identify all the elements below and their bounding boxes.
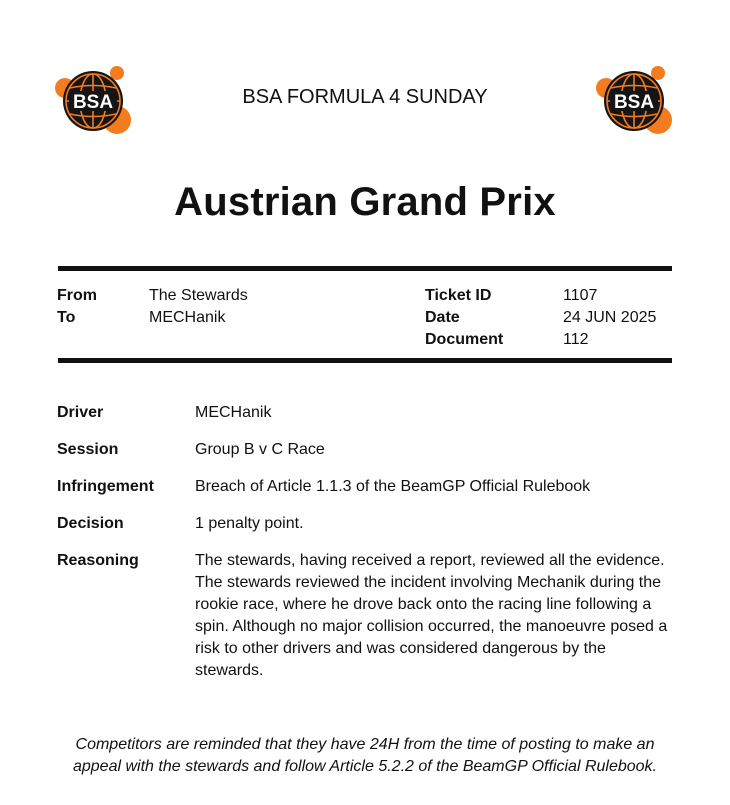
infringement-value: Breach of Article 1.1.3 of the BeamGP Official Rulebook [195,478,591,495]
detail-row-session [57,439,677,461]
divider-bottom [58,358,672,363]
from-value: The Stewards [149,287,248,304]
ticket-label: Ticket ID [425,287,492,304]
date-label: Date [425,309,460,326]
meta-row-from [57,285,248,307]
meta-row-date [425,307,656,329]
meta-row-to [57,307,248,329]
logo-text: BSA [613,92,655,113]
to-value: MECHanik [149,309,226,326]
document-value: 112 [563,331,589,348]
decision-label: Decision [57,515,124,532]
meta-right [425,285,656,351]
date-value: 24 JUN 2025 [563,309,657,326]
session-value: Group B v C Race [195,441,325,458]
detail-row-decision [57,513,677,535]
infringement-label: Infringement [57,478,154,495]
from-label: From [57,287,97,304]
reasoning-label: Reasoning [57,552,139,569]
driver-label: Driver [57,404,104,421]
ticket-value: 1107 [563,287,598,304]
appeal-notice: Competitors are reminded that they have 24H from the time of posting to make an appeal with the stewards and follow Article 5.2.2 of the BeamGP Official Rulebook. [72,736,657,775]
page-title: Austrian Grand Prix [174,180,556,224]
divider-top [58,266,672,271]
detail-row-driver [57,402,677,424]
logo-text: BSA [72,92,114,113]
document-label: Document [425,331,504,348]
to-label: To [57,309,76,326]
decision-value: 1 penalty point. [195,515,304,532]
detail-row-reasoning [57,550,677,682]
driver-value: MECHanik [195,404,272,421]
series-name: BSA FORMULA 4 SUNDAY [242,86,488,108]
detail-row-infringement [57,476,677,498]
decision-details [57,402,677,697]
meta-row-document [425,329,656,351]
reasoning-value: The stewards, having received a report, reviewed all the evidence. The stewards reviewed the incident involving Mechanik during the rookie race, where he drove back onto the racing line following a spin. Although no major collision occurred, the manoeuvre posed a risk to other drivers and was considered dangerous by the stewards. [195,552,668,679]
session-label: Session [57,441,119,458]
meta-row-ticket [425,285,656,307]
meta-left [57,285,248,329]
